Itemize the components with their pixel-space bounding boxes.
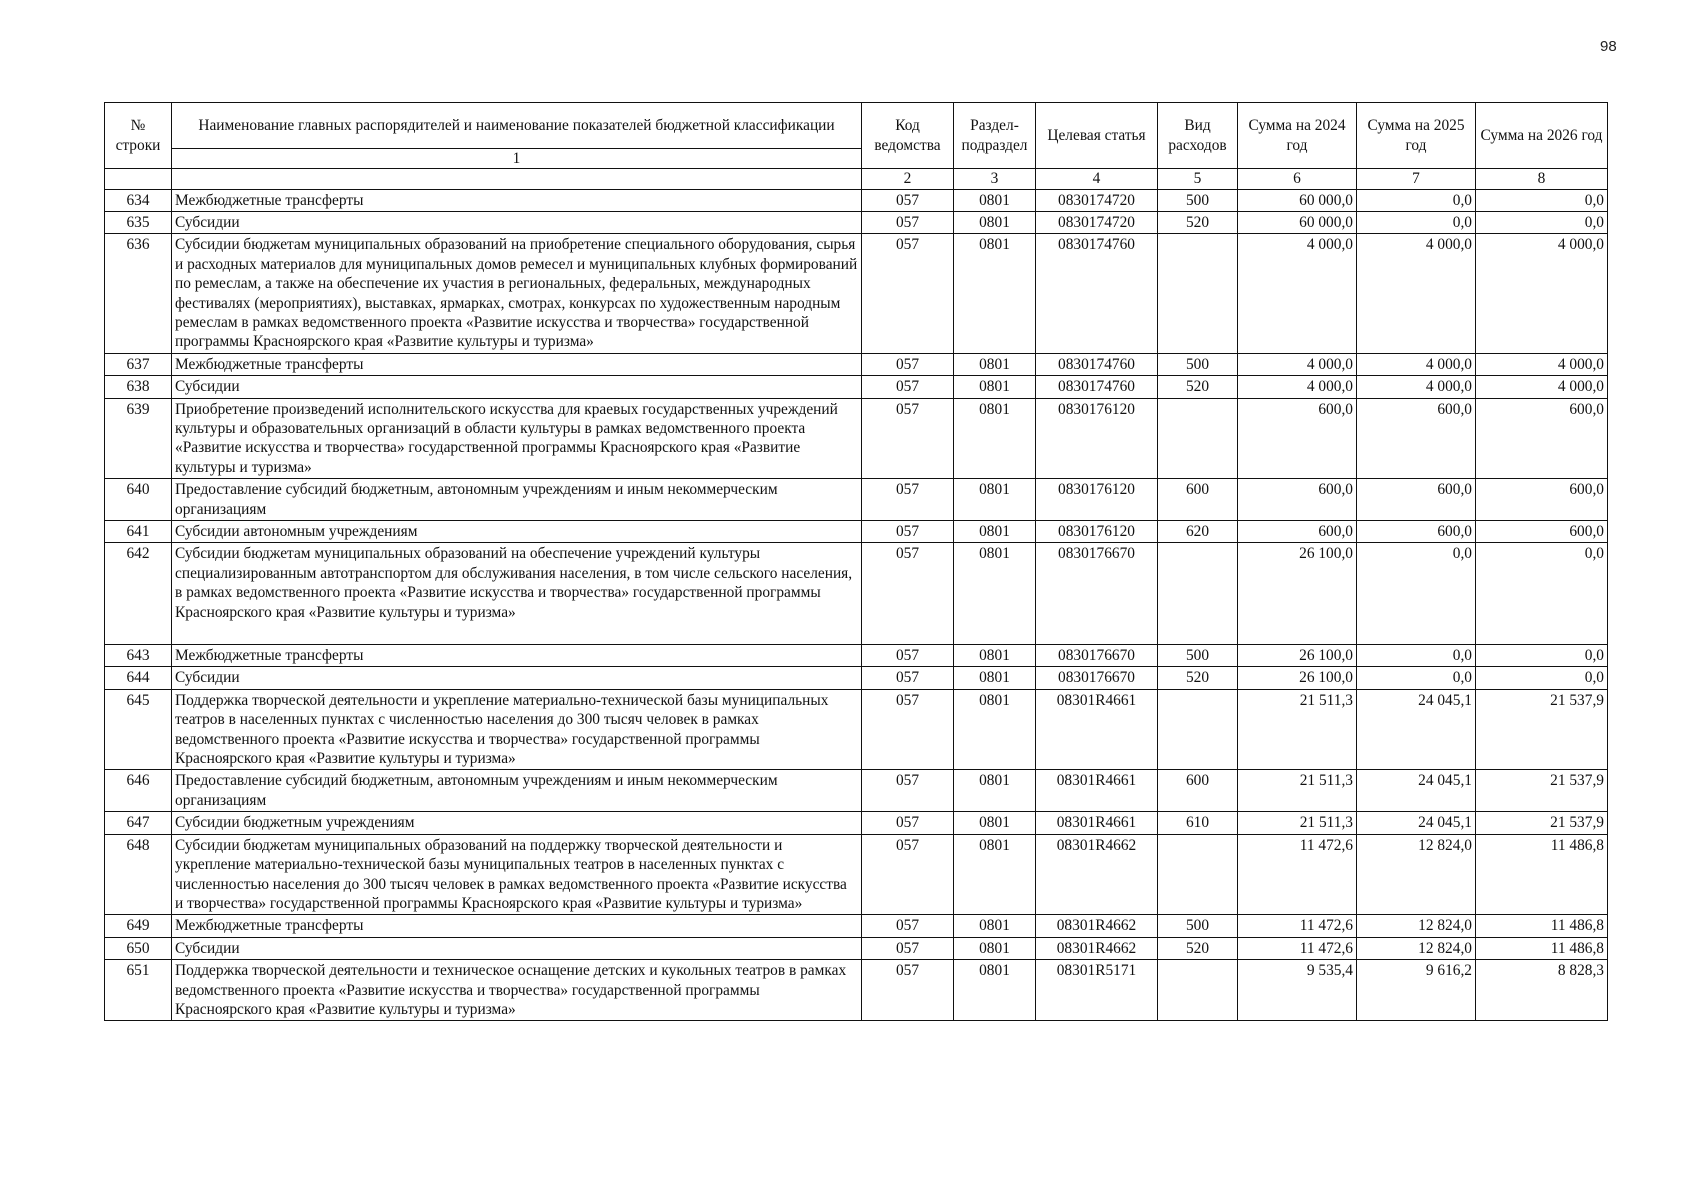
row-expense-type: 500 <box>1158 189 1238 211</box>
table-body <box>105 189 1608 1021</box>
row-amount-2025: 12 824,0 <box>1357 937 1476 959</box>
header-num-6: 6 <box>1238 169 1357 189</box>
header-col-ved: Код ведомства <box>862 103 954 169</box>
row-ved-code: 057 <box>862 353 954 375</box>
row-target-article: 0830174760 <box>1036 376 1158 398</box>
table-row <box>105 667 1608 689</box>
row-amount-2024: 600,0 <box>1238 521 1357 543</box>
row-ved-code: 057 <box>862 915 954 937</box>
row-target-article: 0830176670 <box>1036 667 1158 689</box>
row-amount-2025: 600,0 <box>1357 479 1476 521</box>
row-ved-code: 057 <box>862 770 954 812</box>
row-expense-type: 500 <box>1158 915 1238 937</box>
row-expense-type <box>1158 689 1238 770</box>
row-amount-2025: 600,0 <box>1357 398 1476 479</box>
row-target-article: 08301R4661 <box>1036 812 1158 834</box>
row-ved-code: 057 <box>862 960 954 1021</box>
header-num-2: 2 <box>862 169 954 189</box>
row-razdel: 0801 <box>954 479 1036 521</box>
table-row <box>105 543 1608 645</box>
table-row <box>105 479 1608 521</box>
row-amount-2025: 12 824,0 <box>1357 915 1476 937</box>
row-expense-type: 520 <box>1158 937 1238 959</box>
row-expense-type: 600 <box>1158 479 1238 521</box>
row-target-article: 08301R4662 <box>1036 834 1158 915</box>
row-razdel: 0801 <box>954 667 1036 689</box>
header-col-2025: Сумма на 2025 год <box>1357 103 1476 169</box>
table-row <box>105 353 1608 375</box>
row-ved-code: 057 <box>862 189 954 211</box>
row-number: 649 <box>105 915 172 937</box>
row-ved-code: 057 <box>862 812 954 834</box>
row-target-article: 08301R5171 <box>1036 960 1158 1021</box>
row-number: 641 <box>105 521 172 543</box>
row-number: 646 <box>105 770 172 812</box>
row-amount-2026: 21 537,9 <box>1476 770 1608 812</box>
row-target-article: 0830176670 <box>1036 543 1158 645</box>
row-amount-2026: 600,0 <box>1476 398 1608 479</box>
header-row <box>105 103 1608 149</box>
table-row <box>105 937 1608 959</box>
row-amount-2025: 0,0 <box>1357 667 1476 689</box>
row-amount-2024: 26 100,0 <box>1238 543 1357 645</box>
header-num-empty <box>105 169 172 189</box>
row-amount-2025: 24 045,1 <box>1357 689 1476 770</box>
row-number: 640 <box>105 479 172 521</box>
row-ved-code: 057 <box>862 211 954 233</box>
row-target-article: 0830174720 <box>1036 211 1158 233</box>
row-ved-code: 057 <box>862 398 954 479</box>
row-name: Межбюджетные трансферты <box>172 645 862 667</box>
row-number: 650 <box>105 937 172 959</box>
header-col-name: Наименование главных распорядителей и наименование показателей бюджетной классификации <box>172 103 862 149</box>
row-name: Субсидии <box>172 667 862 689</box>
row-amount-2025: 9 616,2 <box>1357 960 1476 1021</box>
table-row <box>105 211 1608 233</box>
row-expense-type <box>1158 834 1238 915</box>
row-amount-2024: 600,0 <box>1238 479 1357 521</box>
row-amount-2025: 4 000,0 <box>1357 234 1476 353</box>
row-target-article: 0830174760 <box>1036 353 1158 375</box>
row-razdel: 0801 <box>954 960 1036 1021</box>
header-num-1: 1 <box>172 149 862 169</box>
row-razdel: 0801 <box>954 770 1036 812</box>
row-amount-2025: 12 824,0 <box>1357 834 1476 915</box>
row-number: 647 <box>105 812 172 834</box>
row-amount-2026: 4 000,0 <box>1476 234 1608 353</box>
row-amount-2026: 21 537,9 <box>1476 812 1608 834</box>
row-amount-2024: 11 472,6 <box>1238 834 1357 915</box>
row-amount-2025: 0,0 <box>1357 211 1476 233</box>
row-razdel: 0801 <box>954 376 1036 398</box>
row-expense-type <box>1158 960 1238 1021</box>
row-ved-code: 057 <box>862 521 954 543</box>
row-amount-2025: 24 045,1 <box>1357 812 1476 834</box>
header-num-5: 5 <box>1158 169 1238 189</box>
row-ved-code: 057 <box>862 234 954 353</box>
row-target-article: 0830176120 <box>1036 479 1158 521</box>
row-amount-2024: 21 511,3 <box>1238 689 1357 770</box>
row-ved-code: 057 <box>862 667 954 689</box>
row-razdel: 0801 <box>954 211 1036 233</box>
row-razdel: 0801 <box>954 189 1036 211</box>
row-name: Поддержка творческой деятельности и укрепление материально-технической базы муниципальных театров в населенных пунктах с численностью населения до 300 тысяч человек в рамках ведомственного проекта «Развитие искусства и творчества» государственной программы Красноярского края «Развитие культуры и туризма» <box>172 689 862 770</box>
row-amount-2025: 0,0 <box>1357 189 1476 211</box>
row-amount-2025: 0,0 <box>1357 645 1476 667</box>
row-amount-2024: 4 000,0 <box>1238 376 1357 398</box>
row-target-article: 08301R4662 <box>1036 937 1158 959</box>
table-row <box>105 834 1608 915</box>
table-row <box>105 234 1608 353</box>
row-expense-type <box>1158 234 1238 353</box>
row-target-article: 08301R4662 <box>1036 915 1158 937</box>
row-expense-type: 500 <box>1158 353 1238 375</box>
row-expense-type: 600 <box>1158 770 1238 812</box>
header-num-3: 3 <box>954 169 1036 189</box>
row-amount-2026: 4 000,0 <box>1476 376 1608 398</box>
row-amount-2024: 4 000,0 <box>1238 353 1357 375</box>
header-col-num: № строки <box>105 103 172 169</box>
header-num-7: 7 <box>1357 169 1476 189</box>
row-name: Межбюджетные трансферты <box>172 189 862 211</box>
row-ved-code: 057 <box>862 543 954 645</box>
table-row <box>105 960 1608 1021</box>
row-amount-2025: 4 000,0 <box>1357 353 1476 375</box>
row-razdel: 0801 <box>954 543 1036 645</box>
header-col-2024: Сумма на 2024 год <box>1238 103 1357 169</box>
header-num-blank <box>172 169 862 189</box>
row-name: Предоставление субсидий бюджетным, автономным учреждениям и иным некоммерческим организациям <box>172 479 862 521</box>
row-amount-2024: 11 472,6 <box>1238 937 1357 959</box>
row-ved-code: 057 <box>862 689 954 770</box>
row-expense-type: 500 <box>1158 645 1238 667</box>
row-target-article: 0830176670 <box>1036 645 1158 667</box>
row-number: 637 <box>105 353 172 375</box>
row-expense-type: 620 <box>1158 521 1238 543</box>
row-amount-2026: 11 486,8 <box>1476 937 1608 959</box>
row-razdel: 0801 <box>954 915 1036 937</box>
row-name: Субсидии <box>172 211 862 233</box>
row-name: Межбюджетные трансферты <box>172 915 862 937</box>
row-ved-code: 057 <box>862 376 954 398</box>
row-razdel: 0801 <box>954 689 1036 770</box>
header-col-razdel: Раздел-подраздел <box>954 103 1036 169</box>
row-amount-2025: 0,0 <box>1357 543 1476 645</box>
row-expense-type: 610 <box>1158 812 1238 834</box>
header-col-target: Целевая статья <box>1036 103 1158 169</box>
row-amount-2024: 9 535,4 <box>1238 960 1357 1021</box>
row-amount-2024: 60 000,0 <box>1238 189 1357 211</box>
row-razdel: 0801 <box>954 834 1036 915</box>
header-numbers-row <box>105 169 1608 189</box>
row-razdel: 0801 <box>954 398 1036 479</box>
row-name: Предоставление субсидий бюджетным, автономным учреждениям и иным некоммерческим организациям <box>172 770 862 812</box>
row-name: Субсидии бюджетным учреждениям <box>172 812 862 834</box>
row-target-article: 08301R4661 <box>1036 770 1158 812</box>
row-amount-2024: 26 100,0 <box>1238 645 1357 667</box>
row-expense-type <box>1158 543 1238 645</box>
row-amount-2026: 0,0 <box>1476 543 1608 645</box>
row-name: Приобретение произведений исполнительского искусства для краевых государственных учреждений культуры и образовательных организаций в области культуры в рамках ведомственного проекта «Развитие искусства и творчества» государственной программы Красноярского края «Развитие культуры и туризма» <box>172 398 862 479</box>
row-ved-code: 057 <box>862 834 954 915</box>
row-razdel: 0801 <box>954 812 1036 834</box>
row-number: 642 <box>105 543 172 645</box>
row-number: 639 <box>105 398 172 479</box>
row-amount-2026: 8 828,3 <box>1476 960 1608 1021</box>
row-amount-2025: 24 045,1 <box>1357 770 1476 812</box>
table-row <box>105 770 1608 812</box>
row-amount-2024: 600,0 <box>1238 398 1357 479</box>
row-expense-type: 520 <box>1158 376 1238 398</box>
row-name: Поддержка творческой деятельности и техническое оснащение детских и кукольных театров в рамках ведомственного проекта «Развитие искусства и творчества» государственной программы Красноярского края «Развитие культуры и туризма» <box>172 960 862 1021</box>
table-row <box>105 189 1608 211</box>
row-target-article: 0830176120 <box>1036 398 1158 479</box>
row-amount-2024: 21 511,3 <box>1238 812 1357 834</box>
budget-table <box>104 102 1608 1021</box>
row-amount-2026: 600,0 <box>1476 521 1608 543</box>
table-row <box>105 645 1608 667</box>
row-razdel: 0801 <box>954 234 1036 353</box>
row-target-article: 0830174760 <box>1036 234 1158 353</box>
header-col-vid: Вид расходов <box>1158 103 1238 169</box>
row-target-article: 08301R4661 <box>1036 689 1158 770</box>
row-amount-2026: 0,0 <box>1476 211 1608 233</box>
row-target-article: 0830174720 <box>1036 189 1158 211</box>
row-expense-type: 520 <box>1158 667 1238 689</box>
row-amount-2024: 21 511,3 <box>1238 770 1357 812</box>
row-expense-type <box>1158 398 1238 479</box>
row-amount-2026: 0,0 <box>1476 645 1608 667</box>
row-amount-2024: 4 000,0 <box>1238 234 1357 353</box>
row-number: 638 <box>105 376 172 398</box>
header-num-8: 8 <box>1476 169 1608 189</box>
row-amount-2026: 21 537,9 <box>1476 689 1608 770</box>
table-row <box>105 398 1608 479</box>
table-row <box>105 521 1608 543</box>
row-name: Субсидии <box>172 376 862 398</box>
row-name: Субсидии бюджетам муниципальных образований на обеспечение учреждений культуры специализированным автотранспортом для обслуживания населения, в том числе сельского населения, в рамках ведомственного проекта «Развитие искусства и творчества» государственной программы Красноярского края «Развитие культуры и туризма» <box>172 543 862 645</box>
row-number: 643 <box>105 645 172 667</box>
row-ved-code: 057 <box>862 645 954 667</box>
row-razdel: 0801 <box>954 353 1036 375</box>
row-number: 648 <box>105 834 172 915</box>
table-row <box>105 689 1608 770</box>
table-row <box>105 376 1608 398</box>
row-expense-type: 520 <box>1158 211 1238 233</box>
row-amount-2026: 4 000,0 <box>1476 353 1608 375</box>
row-ved-code: 057 <box>862 937 954 959</box>
row-razdel: 0801 <box>954 937 1036 959</box>
row-amount-2025: 600,0 <box>1357 521 1476 543</box>
row-amount-2026: 11 486,8 <box>1476 915 1608 937</box>
row-name: Субсидии бюджетам муниципальных образований на приобретение специального оборудования, сырья и расходных материалов для муниципальных домов ремесел и муниципальных клубных формирований по ремеслам, а также на обеспечение их участия в региональных, федеральных, международных фестивалях (мероприятиях), выставках, ярмарках, смотрах, конкурсах по художественным народным ремеслам в рамках ведомственного проекта «Развитие искусства и творчества» государственной программы Красноярского края «Развитие культуры и туризма» <box>172 234 862 353</box>
row-razdel: 0801 <box>954 645 1036 667</box>
row-amount-2026: 0,0 <box>1476 189 1608 211</box>
row-name: Субсидии бюджетам муниципальных образований на поддержку творческой деятельности и укрепление материально-технической базы муниципальных театров в населенных пунктах с численностью населения до 300 тысяч человек в рамках ведомственного проекта «Развитие искусства и творчества» государственной программы Красноярского края «Развитие культуры и туризма» <box>172 834 862 915</box>
row-name: Субсидии автономным учреждениям <box>172 521 862 543</box>
row-target-article: 0830176120 <box>1036 521 1158 543</box>
row-amount-2026: 0,0 <box>1476 667 1608 689</box>
row-amount-2026: 11 486,8 <box>1476 834 1608 915</box>
row-number: 651 <box>105 960 172 1021</box>
row-amount-2024: 26 100,0 <box>1238 667 1357 689</box>
row-name: Межбюджетные трансферты <box>172 353 862 375</box>
row-number: 645 <box>105 689 172 770</box>
row-amount-2026: 600,0 <box>1476 479 1608 521</box>
row-razdel: 0801 <box>954 521 1036 543</box>
row-name: Субсидии <box>172 937 862 959</box>
row-ved-code: 057 <box>862 479 954 521</box>
table-row <box>105 915 1608 937</box>
row-number: 636 <box>105 234 172 353</box>
row-amount-2024: 60 000,0 <box>1238 211 1357 233</box>
page-number: 98 <box>1600 38 1617 55</box>
row-amount-2025: 4 000,0 <box>1357 376 1476 398</box>
header-num-4: 4 <box>1036 169 1158 189</box>
table-row <box>105 812 1608 834</box>
header-col-2026: Сумма на 2026 год <box>1476 103 1608 169</box>
row-number: 644 <box>105 667 172 689</box>
row-number: 634 <box>105 189 172 211</box>
row-number: 635 <box>105 211 172 233</box>
row-amount-2024: 11 472,6 <box>1238 915 1357 937</box>
